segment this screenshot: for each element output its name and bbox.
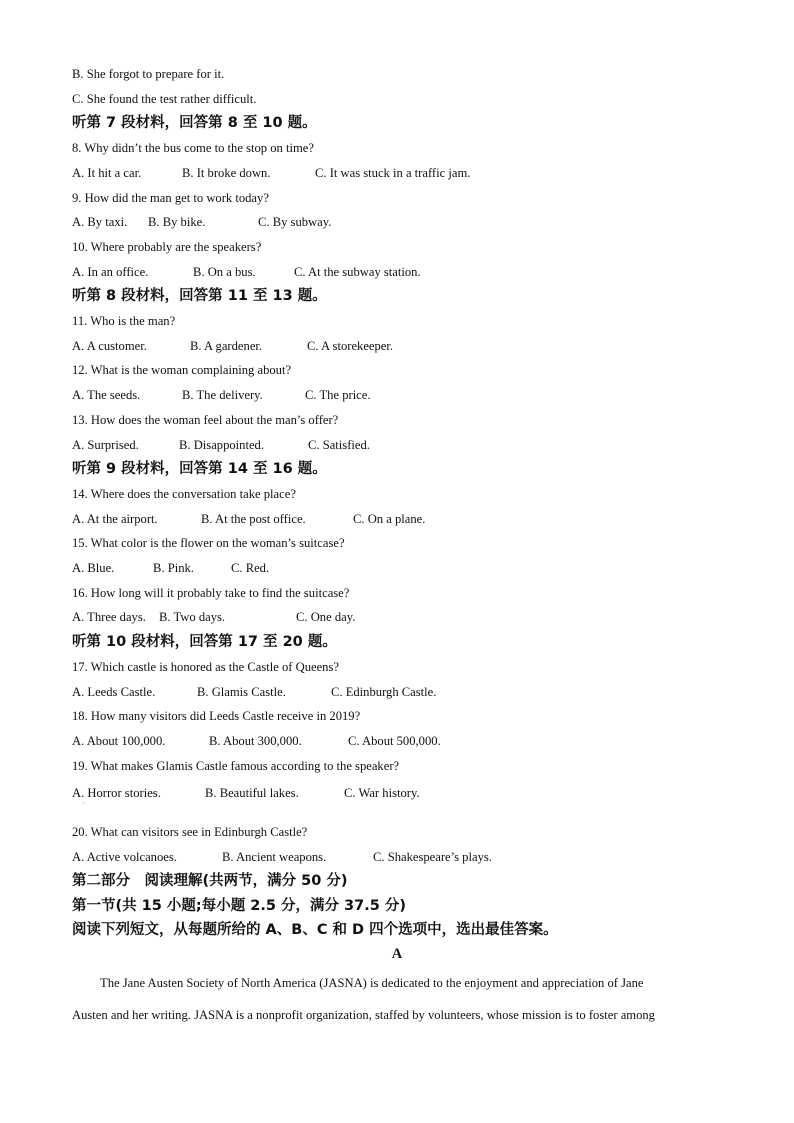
option-a: A. A customer.: [72, 339, 147, 353]
part-title: 第二部分 阅读理解(共两节，满分 50 分): [72, 873, 348, 889]
option-c: C. About 500,000.: [348, 734, 441, 748]
option-c: C. Satisfied.: [308, 438, 370, 452]
question-text: 11. Who is the man?: [72, 314, 176, 328]
option-b: B. The delivery.: [182, 388, 263, 402]
option-b: B. Glamis Castle.: [197, 685, 286, 699]
option-b: B. Two days.: [159, 610, 226, 624]
option-b: B. Disappointed.: [179, 438, 265, 452]
option-a: A. In an office.: [72, 265, 149, 279]
passage-line: The Jane Austen Society of North America (JASNA) is dedicated to the enjoyment and appreciation of Jane: [100, 976, 644, 990]
option-b: B. Pink.: [153, 561, 194, 575]
option-b: B. It broke down.: [182, 166, 271, 180]
option-line: B. She forgot to prepare for it.: [72, 67, 225, 81]
option-b: B. A gardener.: [190, 339, 263, 353]
section-heading: 听第 8 段材料，回答第 11 至 13 题。: [72, 288, 327, 304]
option-a: A. Surprised.: [72, 438, 139, 452]
option-c: C. A storekeeper.: [307, 339, 394, 353]
question-text: 15. What color is the flower on the woman’s suitcase?: [72, 536, 345, 550]
question-text: 9. How did the man get to work today?: [72, 191, 269, 205]
option-c: C. It was stuck in a traffic jam.: [315, 166, 471, 180]
option-b: B. About 300,000.: [209, 734, 302, 748]
option-c: C. Edinburgh Castle.: [331, 685, 437, 699]
option-b: B. At the post office.: [201, 512, 306, 526]
option-a: A. Active volcanoes.: [72, 850, 177, 864]
passage-text: [72, 967, 723, 1031]
stray-mark: ·: [82, 799, 85, 808]
question-text: 10. Where probably are the speakers?: [72, 240, 262, 254]
instruction: 阅读下列短文，从每题所给的 A、B、C 和 D 四个选项中，选出最佳答案。: [72, 922, 558, 938]
option-a: A. Leeds Castle.: [72, 685, 156, 699]
question-text: 12. What is the woman complaining about?: [72, 363, 292, 377]
question-text: 19. What makes Glamis Castle famous according to the speaker?: [72, 759, 400, 773]
option-c: C. Shakespeare’s plays.: [373, 850, 492, 864]
section-heading: 听第 9 段材料，回答第 14 至 16 题。: [72, 461, 327, 477]
option-b: B. By bike.: [148, 215, 206, 229]
option-c: C. At the subway station.: [294, 265, 421, 279]
question-text: 17. Which castle is honored as the Castle of Queens?: [72, 660, 339, 674]
option-a: A. At the airport.: [72, 512, 158, 526]
question-text: 8. Why didn’t the bus come to the stop on time?: [72, 141, 314, 155]
question-text: 13. How does the woman feel about the man’s offer?: [72, 413, 339, 427]
option-c: C. One day.: [296, 610, 356, 624]
option-c: C. On a plane.: [353, 512, 426, 526]
option-c: C. By subway.: [258, 215, 332, 229]
option-b: B. Beautiful lakes.: [205, 786, 299, 800]
question-text: 20. What can visitors see in Edinburgh Castle?: [72, 825, 308, 839]
passage-label: A: [391, 946, 403, 962]
question-text: 16. How long will it probably take to find the suitcase?: [72, 586, 350, 600]
option-c: C. The price.: [305, 388, 371, 402]
section-heading: 听第 10 段材料，回答第 17 至 20 题。: [72, 634, 337, 650]
option-a: A. About 100,000.: [72, 734, 166, 748]
option-c: C. War history.: [344, 786, 420, 800]
option-b: B. Ancient weapons.: [222, 850, 327, 864]
option-a: A. Three days.: [72, 610, 146, 624]
option-a: A. By taxi.: [72, 215, 128, 229]
section-title: 第一节(共 15 小题;每小题 2.5 分，满分 37.5 分): [72, 898, 406, 914]
option-a: A. Blue.: [72, 561, 115, 575]
option-line: C. She found the test rather difficult.: [72, 92, 257, 106]
option-a: A. The seeds.: [72, 388, 141, 402]
passage-line: Austen and her writing. JASNA is a nonprofit organization, staffed by volunteers, whose mission is to foster among: [72, 1008, 655, 1022]
question-text: 14. Where does the conversation take place?: [72, 487, 296, 501]
option-c: C. Red.: [231, 561, 270, 575]
option-a: A. Horror stories.: [72, 786, 161, 800]
option-b: B. On a bus.: [193, 265, 256, 279]
option-a: A. It hit a car.: [72, 166, 142, 180]
question-text: 18. How many visitors did Leeds Castle receive in 2019?: [72, 709, 361, 723]
section-heading: 听第 7 段材料，回答第 8 至 10 题。: [72, 115, 317, 131]
